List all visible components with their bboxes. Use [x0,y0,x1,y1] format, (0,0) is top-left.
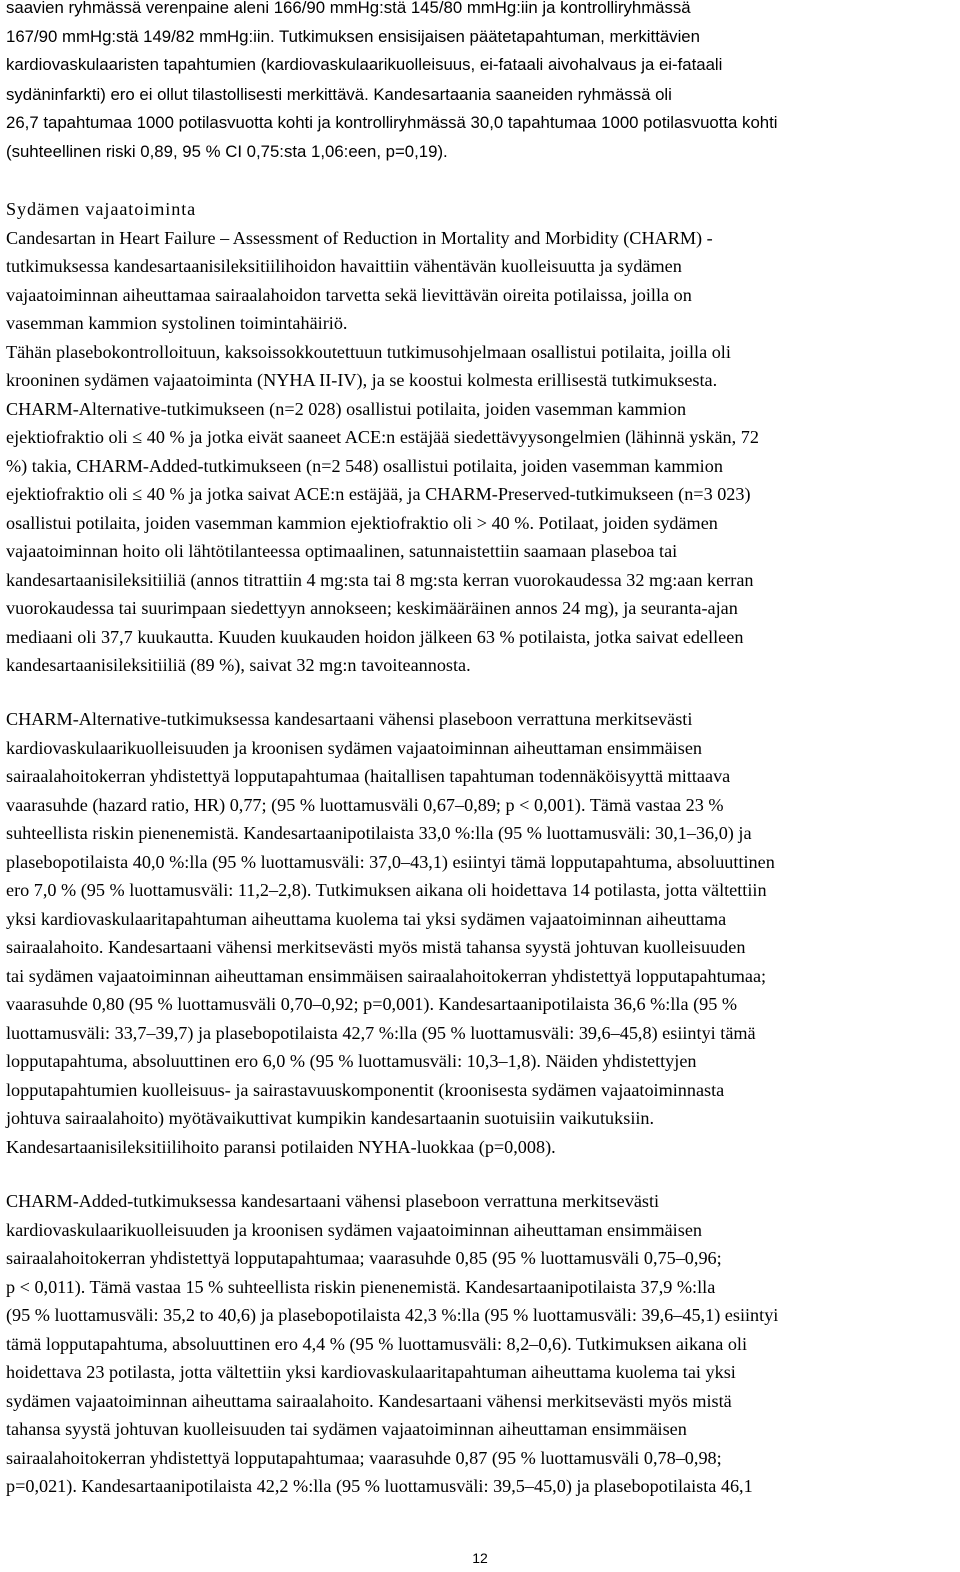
text-line: johtuva sairaalahoito) myötävaikuttivat kumpikin kandesartaanin suotuisiin vaikutuksiin. [6,1108,655,1128]
text-line: sairaalahoitokerran yhdistettyä lopputapahtumaa (haitallisen tapahtuman todennäköisyyttä mittaava [6,766,731,786]
text-line: yksi kardiovaskulaaritapahtuman aiheuttama kuolema tai yksi sydämen vajaatoiminnan aiheuttama [6,908,727,929]
text-line-mixed [6,80,778,110]
text-line: CHARM-Alternative-tutkimuksessa kandesartaani vähensi plaseboon verrattuna merkitsevästi [6,709,693,729]
text-line: vuorokaudessa tai suurimpaan siedettyyn annokseen; keskimääräinen annos 24 mg), ja seuranta-ajan [6,598,738,618]
paragraph-charm-alternative [6,705,775,1161]
text-segment: sydäninfarkti) ero ei ollut tilastollisesti merkittävä. [6,84,369,104]
text-line: Tähän plasebokontrolloituun, kaksoissokkoutettuun tutkimusohjelmaan osallistui potilaita, joilla oli [6,341,731,362]
text-line: tutkimuksessa kandesartaanisileksitiilihoidon havaittiin vähentävän kuolleisuutta ja sydämen [6,256,682,276]
text-line: plasebopotilaista 40,0 %:lla (95 % luottamusväli: 37,0–43,1) esiintyi tämä lopputapahtuma, absoluuttinen [6,851,775,872]
text-line: saavien ryhmässä verenpaine aleni 166/90 mmHg:stä 145/80 mmHg:iin ja kontrolliryhmässä [6,0,691,17]
text-line: suhteellista riskin pienenemistä. Kandesartaanipotilaista 33,0 %:lla (95 % luottamusväli: 30,1–36,0) ja [6,823,752,843]
text-line: %) takia, CHARM-Added-tutkimukseen (n=2 548) osallistui potilaita, joiden vasemman kammion [6,455,723,476]
text-line: tai sydämen vajaatoiminnan aiheuttaman ensimmäisen sairaalahoitokerran yhdistettyä lopputapahtumaa; [6,965,767,986]
text-line: vaarasuhde 0,80 (95 % luottamusväli 0,70–0,92; p=0,001). Kandesartaanipotilaista 36,6 %:lla (95 % [6,994,738,1014]
text-line: ejektiofraktio oli ≤ 40 % ja jotka saivat ACE:n estäjää, ja CHARM-Preserved-tutkimukseen (n=3 023) [6,484,751,504]
text-line: 167/90 mmHg:stä 149/82 mmHg:iin. Tutkimuksen ensisijaisen päätetapahtuman, merkittävien [6,26,700,46]
section-heart-failure [6,195,759,680]
text-line: hoidettava 23 potilasta, jotta vältettiin yksi kardiovaskulaaritapahtuman aiheuttama kuolema tai yksi [6,1362,736,1382]
text-line: CHARM-Added-tutkimuksessa kandesartaani vähensi plaseboon verrattuna merkitsevästi [6,1191,660,1211]
text-line: kandesartaanisileksitiiliä (89 %), saivat 32 mg:n tavoiteannosta. [6,655,471,675]
text-line: sairaalahoitokerran yhdistettyä lopputapahtumaa; vaarasuhde 0,85 (95 % luottamusväli 0,75–0,96; [6,1248,722,1268]
text-line: Kandesartaanisileksitiilihoito paransi potilaiden NYHA-luokkaa (p=0,008). [6,1136,556,1157]
text-line: sairaalahoito. Kandesartaani vähensi merkitsevästi myös mistä tahansa syystä johtuvan kuolleisuuden [6,937,746,957]
paragraph-charm-added [6,1187,778,1501]
section-heading: Sydämen vajaatoiminta [6,199,197,219]
text-line: Candesartan in Heart Failure – Assessment of Reduction in Mortality and Morbidity (CHARM) - [6,227,713,248]
text-line: kandesartaanisileksitiiliä (annos titrattiin 4 mg:sta tai 8 mg:sta kerran vuorokaudessa 32 mg:aan kerran [6,569,754,590]
text-line: kardiovaskulaaristen tapahtumien (kardiovaskulaarikuolleisuus, ei-fataali aivohalvaus ja ei-fataali [6,55,723,74]
text-line: tahansa syystä johtuvan kuolleisuuden tai sydämen vajaatoiminnan aiheuttaman ensimmäisen [6,1419,687,1439]
text-line: lopputapahtumien kuolleisuus- ja sairastavuuskomponentit (kroonisesta sydämen vajaatoiminnasta [6,1079,725,1100]
text-line: (suhteellinen riski 0,89, 95 % CI 0,75:sta 1,06:een, p=0,19). [6,141,448,161]
text-line: sairaalahoitokerran yhdistettyä lopputapahtumaa; vaarasuhde 0,87 (95 % luottamusväli 0,78–0,98; [6,1447,722,1468]
text-line: vajaatoiminnan hoito oli lähtötilanteessa optimaalinen, satunnaistettiin saamaan plaseboa tai [6,541,678,561]
text-line: osallistui potilaita, joiden vasemman kammion ejektiofraktio oli > 40 %. Potilaat, joiden sydämen [6,512,718,533]
text-line: luottamusväli: 33,7–39,7) ja plasebopotilaista 42,7 %:lla (95 % luottamusväli: 39,6–45,8) esiintyi tämä [6,1022,756,1043]
text-line: lopputapahtuma, absoluuttinen ero 6,0 % (95 % luottamusväli: 10,3–1,8). Näiden yhdistettyjen [6,1051,697,1071]
text-line: sydämen vajaatoiminnan aiheuttama sairaalahoito. Kandesartaani vähensi merkitsevästi myös mistä [6,1390,732,1411]
text-line: 26,7 tapahtumaa 1000 potilasvuotta kohti ja kontrolliryhmässä 30,0 tapahtumaa 1000 potilasvuotta kohti [6,113,778,132]
text-line: ejektiofraktio oli ≤ 40 % ja jotka eivät saaneet ACE:n estäjää siedettävyysongelmien (lähinnä yskän, 72 [6,427,759,447]
text-line: vasemman kammion systolinen toimintahäiriö. [6,313,348,333]
text-line: mediaani oli 37,7 kuukautta. Kuuden kuukauden hoidon jälkeen 63 % potilaista, jotka saivat edelleen [6,626,744,647]
page-number: 12 [472,1550,488,1566]
paragraph-blood-pressure-results [6,0,778,166]
text-line: p < 0,011). Tämä vastaa 15 % suhteellista riskin pienenemistä. Kandesartaanipotilaista 37,9 %:lla [6,1276,716,1297]
text-line: kardiovaskulaarikuolleisuuden ja kroonisen sydämen vajaatoiminnan aiheuttaman ensimmäisen [6,1219,702,1240]
text-line: vaarasuhde (hazard ratio, HR) 0,77; (95 % luottamusväli 0,67–0,89; p < 0,001). Tämä vastaa 23 % [6,794,724,815]
text-segment: Kandesartaania saaneiden ryhmässä oli [373,84,672,104]
text-line: (95 % luottamusväli: 35,2 to 40,6) ja plasebopotilaista 42,3 %:lla (95 % luottamusväli: 39,6–45,1) esiintyi [6,1305,779,1325]
text-line: p=0,021). Kandesartaanipotilaista 42,2 %:lla (95 % luottamusväli: 39,5–45,0) ja plasebopotilaista 46,1 [6,1476,753,1496]
text-line: vajaatoiminnan aiheuttamaa sairaalahoidon tarvetta sekä lievittävän oireita potilaissa, joilla on [6,284,692,305]
text-line: CHARM-Alternative-tutkimukseen (n=2 028) osallistui potilaita, joiden vasemman kammion [6,398,687,419]
text-line: kardiovaskulaarikuolleisuuden ja kroonisen sydämen vajaatoiminnan aiheuttaman ensimmäisen [6,737,702,758]
text-line: ero 7,0 % (95 % luottamusväli: 11,2–2,8). Tutkimuksen aikana oli hoidettava 14 potilasta, jotta vältettiin [6,880,767,900]
text-line: krooninen sydämen vajaatoiminta (NYHA II-IV), ja se koostui kolmesta erillisestä tutkimuksesta. [6,370,718,390]
text-line: tämä lopputapahtuma, absoluuttinen ero 4,4 % (95 % luottamusväli: 8,2–0,6). Tutkimuksen aikana oli [6,1333,748,1354]
